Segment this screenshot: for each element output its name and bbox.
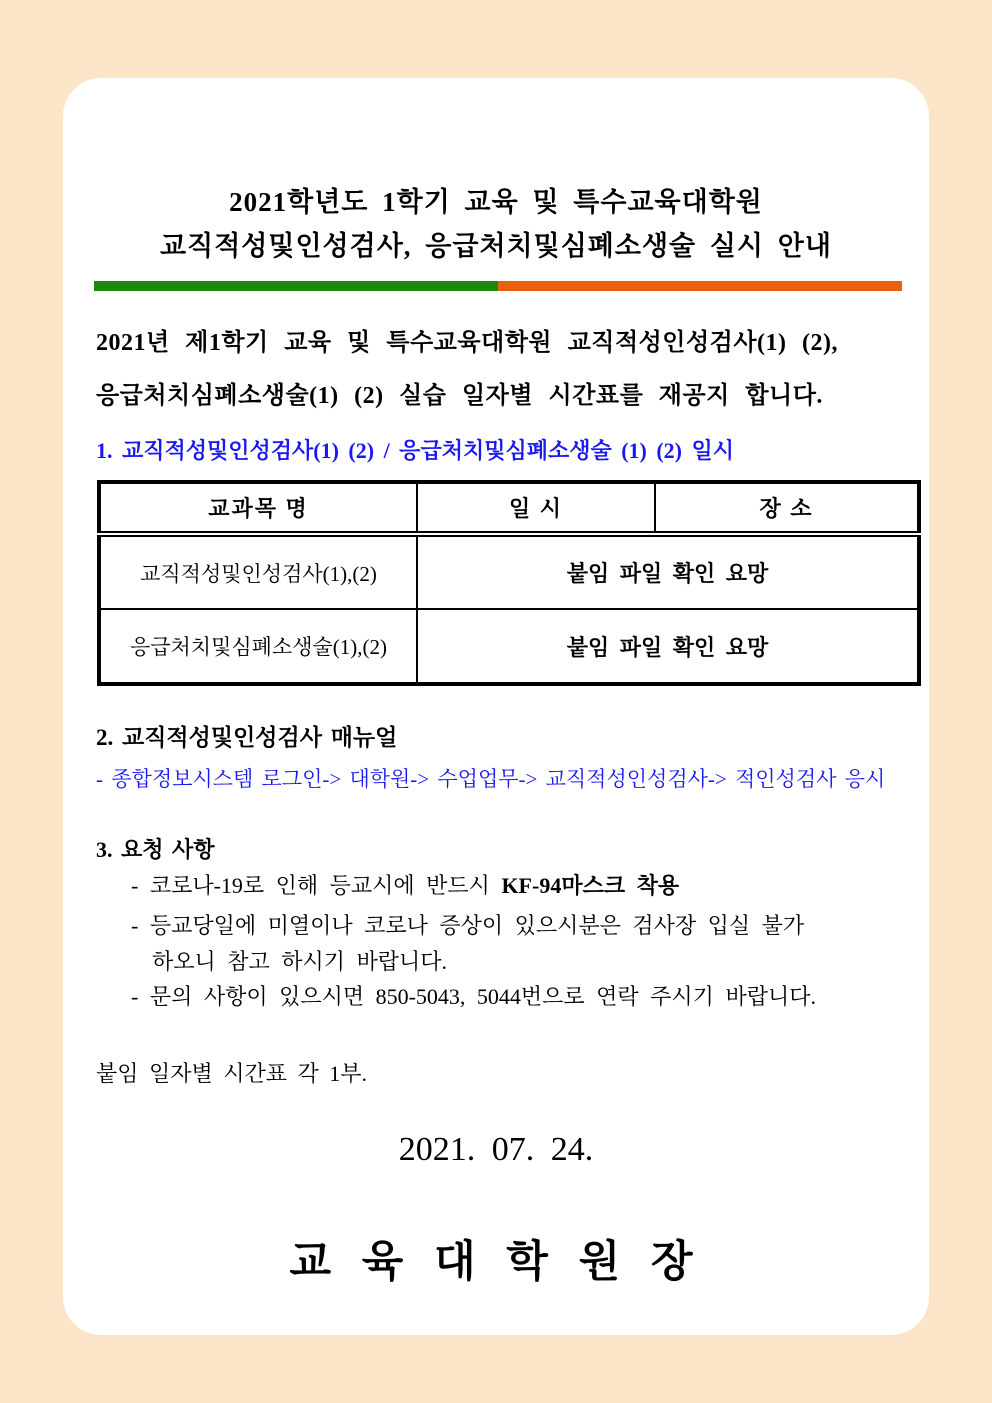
- section2-heading: 2. 교직적성및인성검사 매뉴얼: [96, 725, 398, 750]
- detail-cell: 붙임 파일 확인 요망: [417, 534, 919, 609]
- notice-date: 2021. 07. 24.: [398, 1131, 594, 1168]
- notice-title-line1: 2021학년도 1학기 교육 및 특수교육대학원: [229, 187, 763, 217]
- attachment-note: 붙임 일자별 시간표 각 1부.: [96, 1061, 368, 1086]
- column-header-place: 장 소: [655, 482, 919, 534]
- section1-heading: 1. 교직적성및인성검사(1) (2) / 응급처치및심폐소생술 (1) (2) 일시: [96, 438, 735, 463]
- request-item-mask-text: - 코로나-19로 인해 등교시에 반드시: [131, 873, 502, 898]
- section2-menu-path: - 종합정보시스템 로그인-> 대학원-> 수업업무-> 교직적성인성검사-> 적인성검사 응시: [96, 767, 886, 791]
- notice-title-line2: 교직적성및인성검사, 응급처치및심폐소생술 실시 안내: [160, 231, 832, 261]
- subject-cell: 응급처치및심폐소생술(1),(2): [99, 609, 417, 684]
- detail-cell: 붙임 파일 확인 요망: [417, 609, 919, 684]
- request-item-symptoms-line2: 하오니 참고 하시기 바랍니다.: [152, 949, 448, 974]
- subject-cell: 교직적성및인성검사(1),(2): [99, 534, 417, 609]
- request-item-mask: [131, 869, 901, 900]
- table-row: [99, 609, 919, 684]
- schedule-table-header-row: [99, 482, 919, 534]
- table-row: [99, 534, 919, 609]
- request-item-contact: - 문의 사항이 있으시면 850-5043, 5044번으로 연락 주시기 바랍니다.: [131, 984, 816, 1009]
- request-item-mask-bold: KF-94마스크 착용: [501, 873, 680, 898]
- schedule-table: [97, 480, 921, 686]
- intro-paragraph-line2: 응급처치심폐소생술(1) (2) 실습 일자별 시간표를 재공지 합니다.: [96, 383, 823, 409]
- notice-card: [63, 78, 929, 1335]
- divider-orange-bar: [498, 281, 902, 291]
- request-item-symptoms-line1: - 등교당일에 미열이나 코로나 증상이 있으시분은 검사장 입실 불가: [131, 913, 805, 938]
- intro-paragraph-line1: 2021년 제1학기 교육 및 특수교육대학원 교직적성인성검사(1) (2),: [96, 330, 839, 356]
- section3-heading: 3. 요청 사항: [96, 837, 215, 862]
- column-header-datetime: 일 시: [417, 482, 655, 534]
- title-divider: [94, 281, 902, 291]
- column-header-subject: 교과목 명: [99, 482, 417, 534]
- signature-dean: 교 육 대 학 원 장: [289, 1239, 703, 1286]
- divider-green-bar: [94, 281, 498, 291]
